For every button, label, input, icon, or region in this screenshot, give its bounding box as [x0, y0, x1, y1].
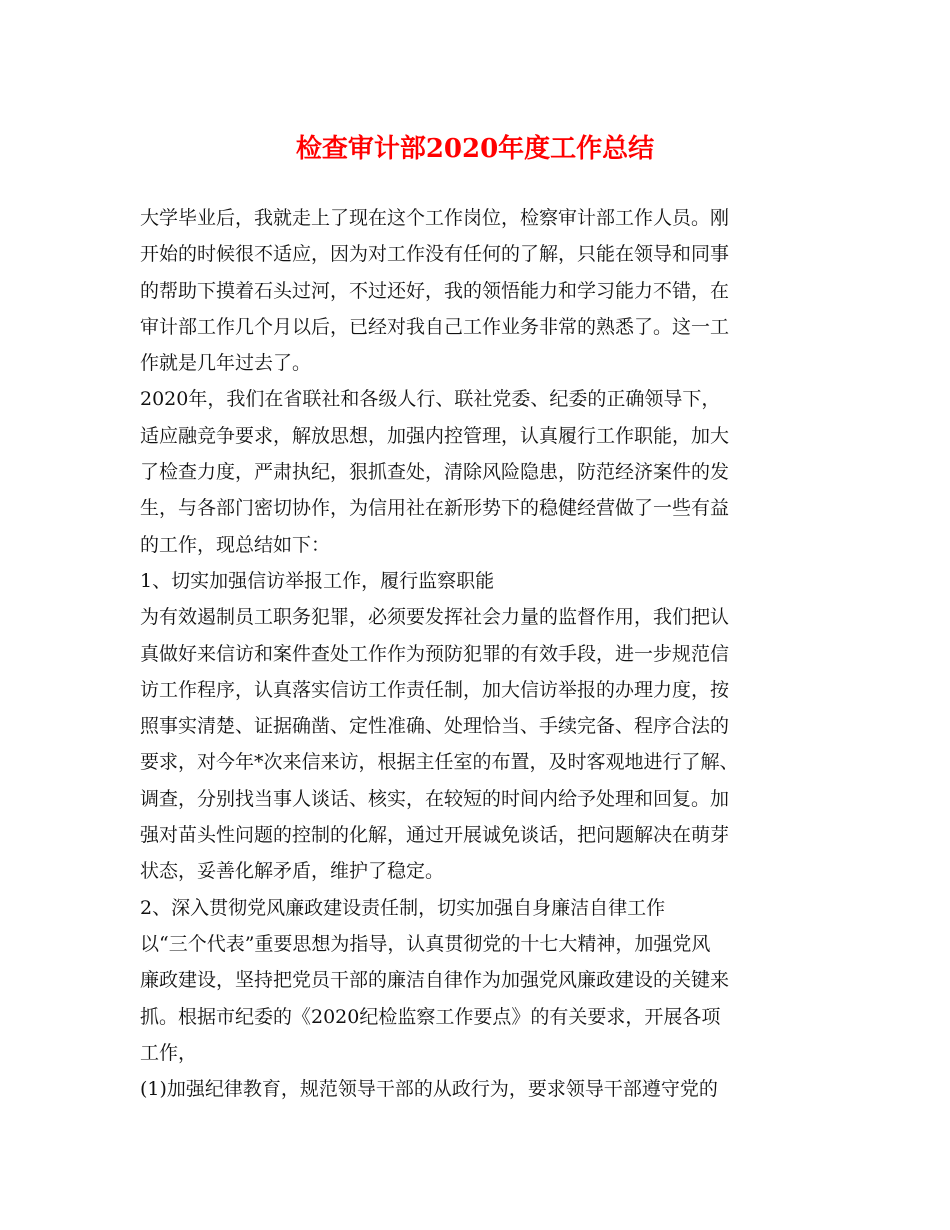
body-line: 以“三个代表”重要思想为指导，认真贯彻党的十七大精神，加强党风: [140, 932, 711, 955]
body-line: 大学毕业后，我就走上了现在这个工作岗位，检察审计部工作人员。刚: [140, 207, 730, 229]
body-line: 的工作，现总结如下：: [140, 533, 331, 556]
body-line: (1)加强纪律教育，规范领导干部的从政行为，要求领导干部遵守党的: [140, 1078, 718, 1101]
body-line: 要求，对今年*次来信来访，根据主任室的布置，及时客观地进行了解、: [140, 751, 739, 774]
section-heading: 2、深入贯彻党风廉政建设责任制，切实加强自身廉洁自律工作: [140, 896, 666, 919]
body-line: 开始的时候很不适应，因为对工作没有任何的了解，只能在领导和同事: [140, 243, 730, 266]
body-line: 生，与各部门密切协作，为信用社在新形势下的稳健经营做了一些有益: [140, 497, 730, 520]
body-line: 照事实清楚、证据确凿、定性准确、处理恰当、手续完备、程序合法的: [140, 715, 730, 738]
body-line: 适应融竞争要求，解放思想，加强内控管理，认真履行工作职能，加大: [140, 424, 730, 447]
document-body: [140, 200, 830, 1107]
body-line: 的帮助下摸着石头过河，不过还好，我的领悟能力和学习能力不错，在: [140, 279, 730, 302]
body-line: 审计部工作几个月以后，已经对我自己工作业务非常的熟悉了。这一工: [140, 315, 730, 338]
body-line: 调查，分别找当事人谈话、核实，在较短的时间内给予处理和回复。加: [140, 787, 730, 810]
body-line: 访工作程序，认真落实信访工作责任制，加大信访举报的办理力度，按: [140, 678, 730, 701]
body-line: 2020年，我们在省联社和各级人行、联社党委、纪委的正确领导下，: [140, 388, 721, 411]
body-line: 廉政建设，坚持把党员干部的廉洁自律作为加强党风廉政建设的关键来: [140, 969, 730, 992]
body-line: 状态，妥善化解矛盾，维护了稳定。: [140, 860, 445, 883]
body-line: 强对苗头性问题的控制的化解，通过开展诚免谈话，把问题解决在萌芽: [140, 824, 730, 847]
body-line: 了检查力度，严肃执纪，狠抓查处，清除风险隐患，防范经济案件的发: [140, 461, 730, 484]
section-heading: 1、切实加强信访举报工作，履行监察职能: [140, 569, 495, 592]
body-line: 工作，: [140, 1041, 198, 1064]
body-line: 真做好来信访和案件查处工作作为预防犯罪的有效手段，进一步规范信: [140, 642, 730, 665]
body-line: 作就是几年过去了。: [140, 352, 312, 375]
body-line: 抓。根据市纪委的《2020纪检监察工作要点》的有关要求，开展各项: [140, 1005, 721, 1028]
document-title: 检查审计部2020年度工作总结: [295, 134, 655, 164]
body-line: 为有效遏制员工职务犯罪，必须要发挥社会力量的监督作用，我们把认: [140, 606, 730, 629]
